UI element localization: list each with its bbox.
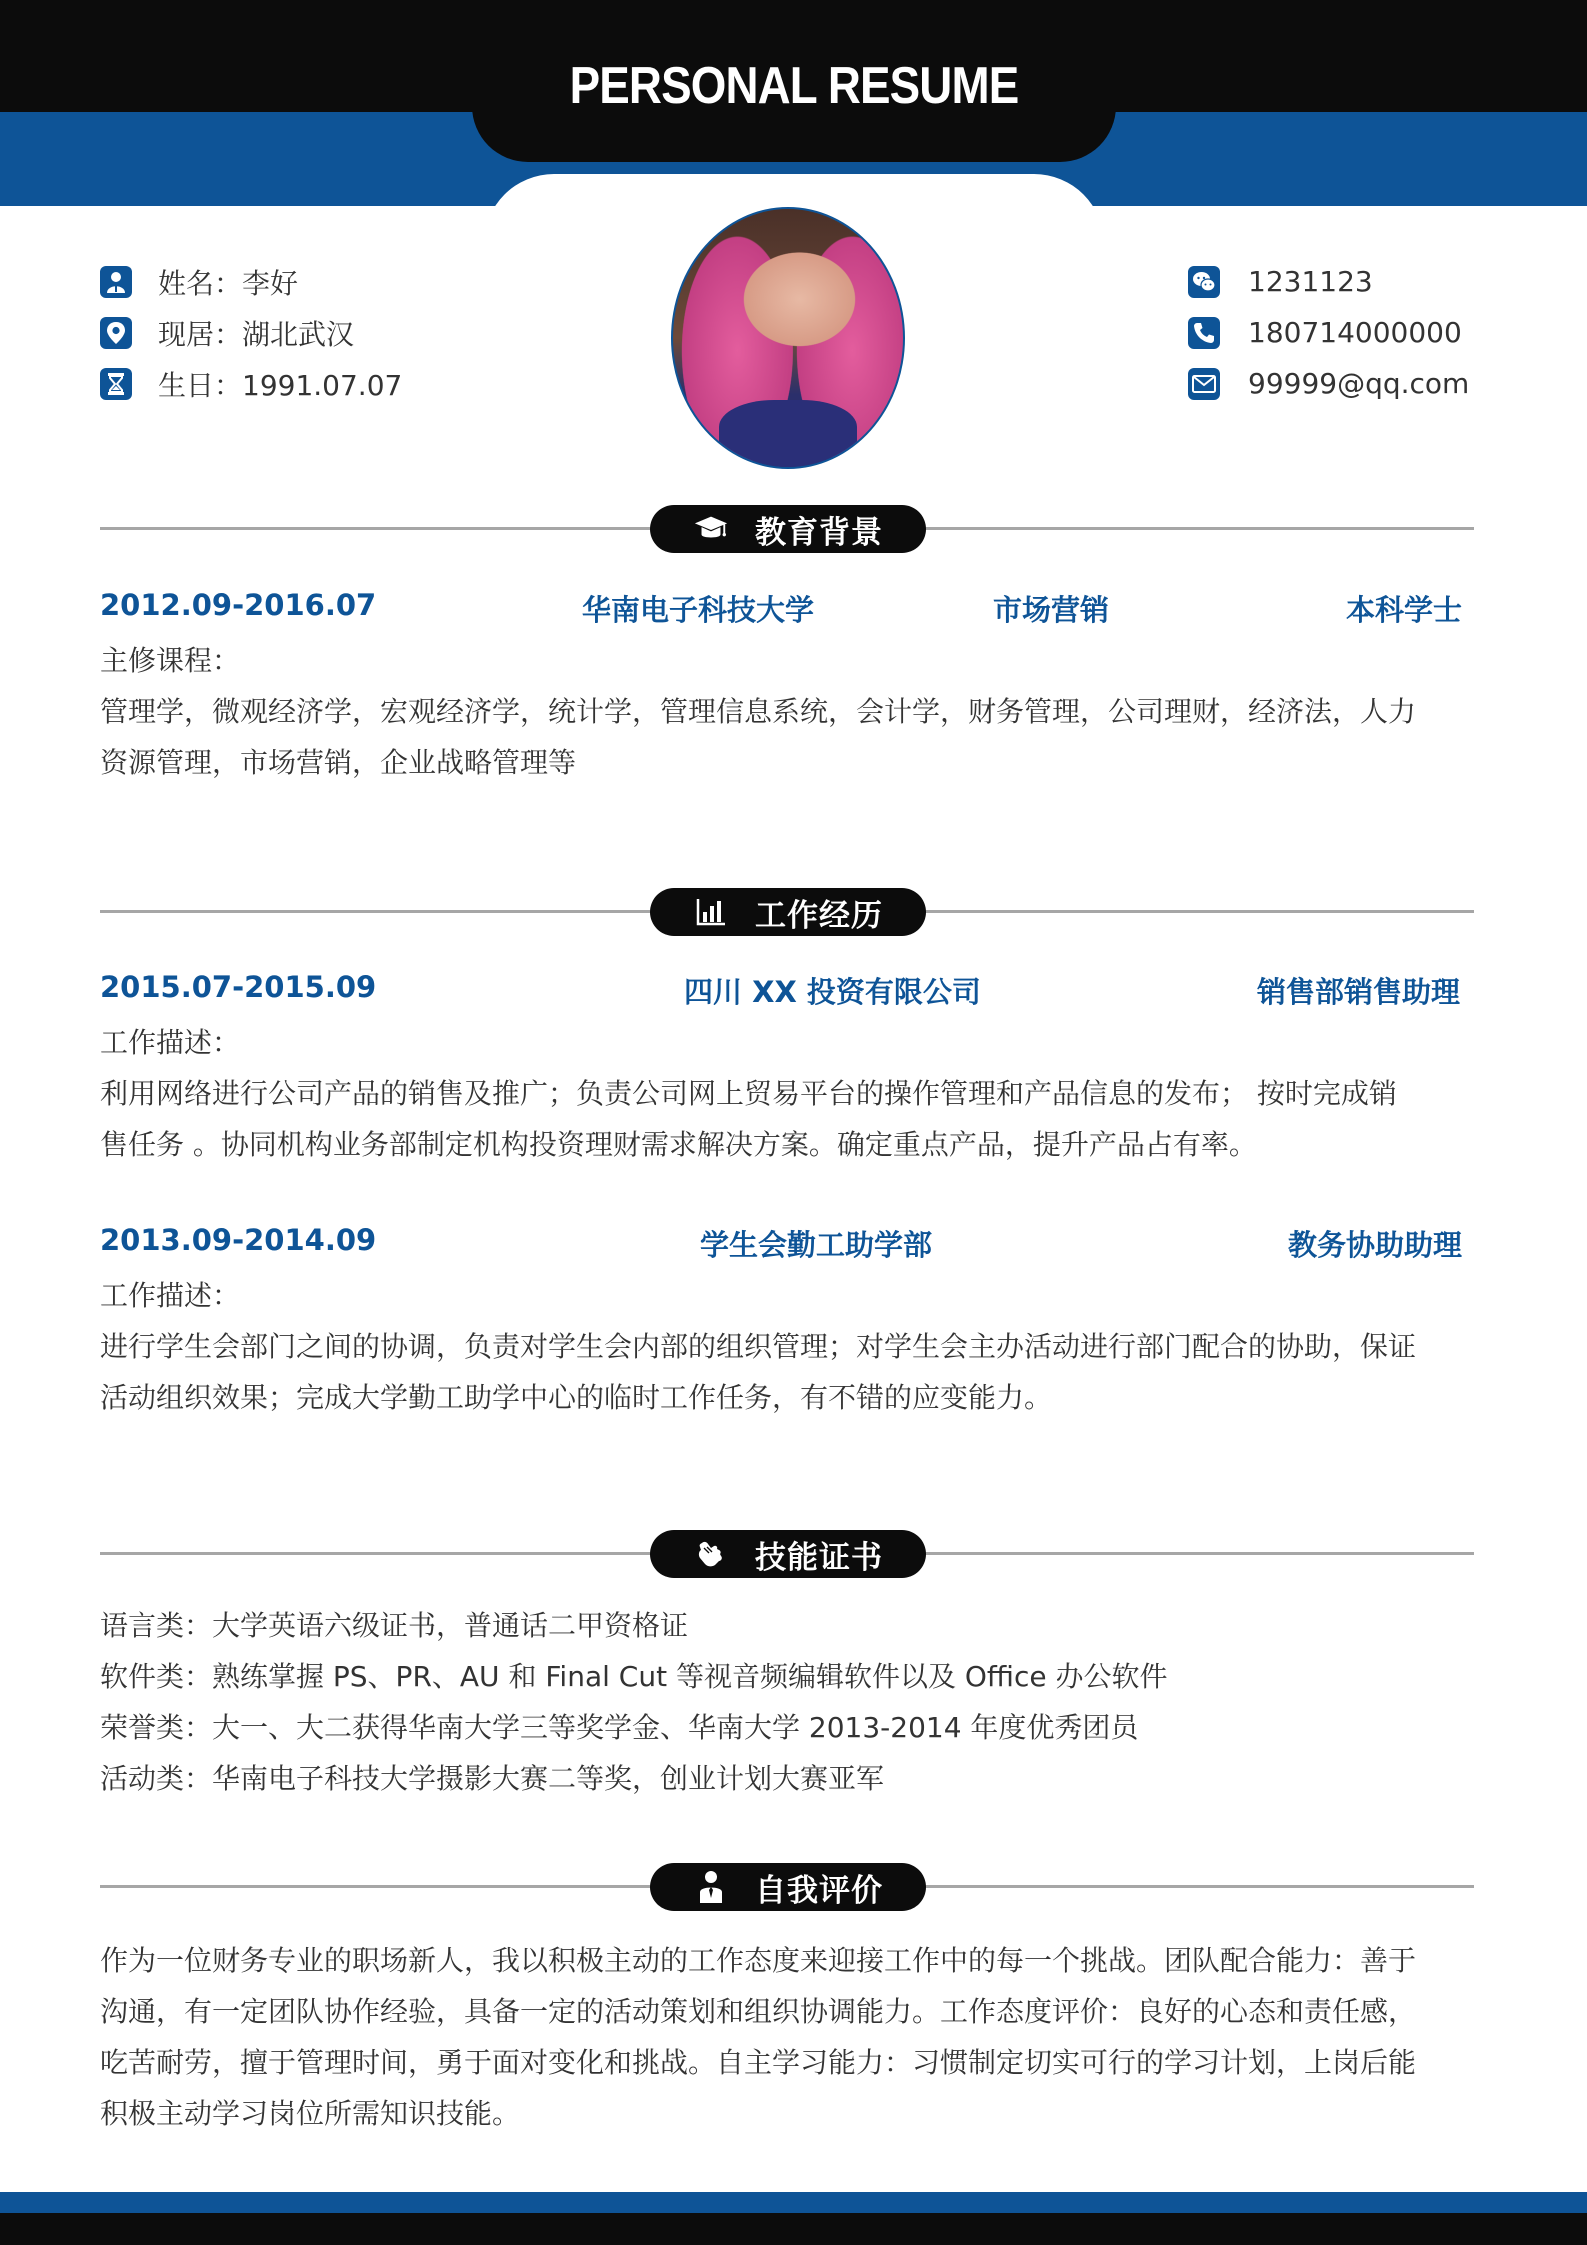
section-work-pill: [650, 888, 926, 936]
contact-phone: [1188, 307, 1469, 358]
work-entry-details: [100, 1270, 1480, 1423]
contact-phone-label: 180714000000: [1248, 316, 1462, 349]
self-eval-text: [100, 1935, 1480, 2139]
education-degree: 本科学士: [1345, 593, 1462, 627]
education-entry-header: [100, 588, 1474, 628]
section-skills-title: 技能证书: [755, 1539, 883, 1576]
work-position: 教务协助助理: [1287, 1228, 1462, 1262]
self-eval-line: 沟通，有一定团队协作经验，具备一定的活动策划和组织协调能力。工作态度评价：良好的心态和责任感，: [100, 1995, 1417, 2028]
section-education-pill: [650, 505, 926, 553]
education-period: 2012.09-2016.07: [100, 588, 377, 622]
section-self-eval-title: 自我评价: [755, 1872, 883, 1909]
user-icon: [100, 266, 132, 298]
education-courses-line: 管理学，微观经济学，宏观经济学，统计学，管理信息系统，会计学，财务管理，公司理财，经济法，人力: [100, 695, 1417, 728]
work-desc-line: 售任务 。协同机构业务部制定机构投资理财需求解决方案。确定重点产品，提升产品占有率。: [100, 1128, 1257, 1161]
section-education-title: 教育背景: [755, 514, 883, 551]
info-name-label: 姓名：李好: [158, 266, 299, 300]
info-residence-label: 现居：湖北武汉: [158, 317, 355, 351]
education-details: [100, 635, 1480, 788]
footer-bar-black: [0, 2213, 1587, 2245]
work-period: 2015.07-2015.09: [100, 970, 377, 1004]
bar-chart-icon: [693, 894, 729, 930]
contact-info: [1188, 256, 1469, 409]
education-courses-label: 主修课程：: [100, 644, 241, 677]
info-birthday-label: 生日：1991.07.07: [158, 368, 403, 402]
mail-icon: [1188, 368, 1220, 400]
hourglass-icon: [100, 368, 132, 400]
person-icon: [693, 1869, 729, 1905]
graduation-cap-icon: [693, 511, 729, 547]
education-courses-line: 资源管理，市场营销，企业战略管理等: [100, 746, 577, 779]
contact-wechat-label: 1231123: [1248, 265, 1373, 298]
footer-bar-blue: [0, 2192, 1587, 2213]
section-work-header: [100, 888, 1474, 936]
page-title: PERSONAL RESUME: [569, 57, 1019, 115]
work-entry-header: [100, 970, 1474, 1010]
contact-wechat: [1188, 256, 1469, 307]
profile-photo: [671, 207, 905, 469]
skill-item: 语言类：大学英语六级证书，普通话二甲资格证: [100, 1609, 689, 1642]
info-birthday: [100, 358, 402, 409]
skill-item: 荣誉类：大一、大二获得华南大学三等奖学金、华南大学 2013-2014 年度优秀团员: [100, 1711, 1139, 1744]
contact-email: [1188, 358, 1469, 409]
work-entry-header: [100, 1223, 1474, 1263]
work-desc-line: 进行学生会部门之间的协调，负责对学生会内部的组织管理；对学生会主办活动进行部门配合的协助，保证: [100, 1330, 1417, 1363]
hand-icon: [693, 1536, 729, 1572]
work-company: 学生会勤工助学部: [700, 1228, 933, 1262]
skill-item: 活动类：华南电子科技大学摄影大赛二等奖，创业计划大赛亚军: [100, 1762, 885, 1795]
work-position: 销售部销售助理: [1256, 975, 1460, 1009]
work-desc-label: 工作描述：: [100, 1279, 241, 1312]
contact-email-label: 99999@qq.com: [1248, 367, 1470, 400]
work-company: 四川 XX 投资有限公司: [684, 975, 981, 1009]
skills-list: [100, 1600, 1480, 1804]
info-name: [100, 256, 402, 307]
location-icon: [100, 317, 132, 349]
work-desc-line: 活动组织效果；完成大学勤工助学中心的临时工作任务，有不错的应变能力。: [100, 1381, 1053, 1414]
section-self-eval-pill: [650, 1863, 926, 1911]
section-education-header: [100, 505, 1474, 553]
education-school: 华南电子科技大学: [582, 593, 815, 627]
work-desc-label: 工作描述：: [100, 1026, 241, 1059]
education-major: 市场营销: [993, 593, 1110, 627]
section-work-title: 工作经历: [755, 897, 883, 934]
self-eval-line: 积极主动学习岗位所需知识技能。: [100, 2097, 521, 2130]
info-residence: [100, 307, 402, 358]
personal-info: [100, 256, 402, 409]
self-eval-line: 吃苦耐劳，擅于管理时间，勇于面对变化和挑战。自主学习能力：习惯制定切实可行的学习计划，上岗后能: [100, 2046, 1417, 2079]
profile-photo-shirt: [719, 400, 857, 467]
work-desc-line: 利用网络进行公司产品的销售及推广；负责公司网上贸易平台的操作管理和产品信息的发布； 按时完成销: [100, 1077, 1397, 1110]
work-entry-details: [100, 1017, 1480, 1170]
skill-item: 软件类：熟练掌握 PS、PR、AU 和 Final Cut 等视音频编辑软件以及 Office 办公软件: [100, 1660, 1168, 1693]
section-skills-header: [100, 1530, 1474, 1578]
self-eval-line: 作为一位财务专业的职场新人，我以积极主动的工作态度来迎接工作中的每一个挑战。团队配合能力：善于: [100, 1944, 1417, 1977]
work-period: 2013.09-2014.09: [100, 1223, 377, 1257]
section-self-eval-header: [100, 1863, 1474, 1911]
phone-icon: [1188, 317, 1220, 349]
wechat-icon: [1188, 266, 1220, 298]
section-skills-pill: [650, 1530, 926, 1578]
